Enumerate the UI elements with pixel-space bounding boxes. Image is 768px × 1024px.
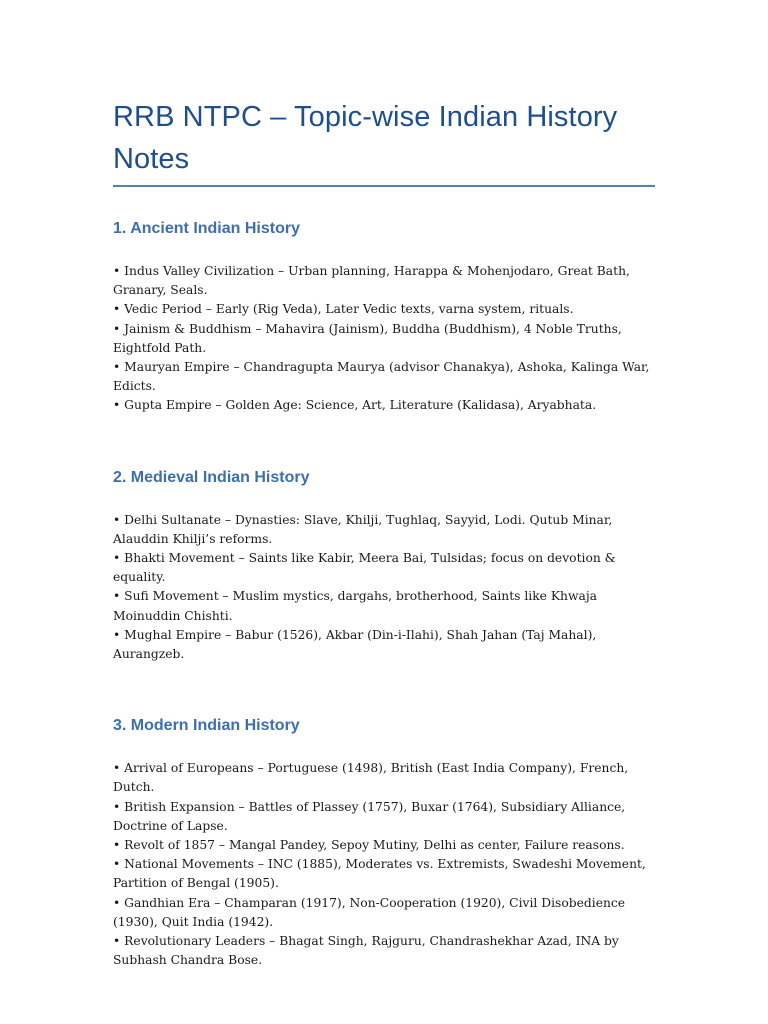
list-item: • Mauryan Empire – Chandragupta Maurya (advisor Chanakya), Ashoka, Kalinga War, Edicts. — [113, 360, 650, 394]
list-item: • Gandhian Era – Champaran (1917), Non-Cooperation (1920), Civil Disobedience (1930), Quit India (1942). — [113, 895, 626, 929]
title-underline-rule — [113, 185, 655, 187]
list-item: • British Expansion – Battles of Plassey (1757), Buxar (1764), Subsidiary Alliance, Doctrine of Lapse. — [113, 799, 626, 833]
section-heading-modern: 3. Modern Indian History — [113, 717, 300, 735]
page-title: RRB NTPC – Topic-wise Indian History Notes — [113, 101, 618, 175]
list-item: • Gupta Empire – Golden Age: Science, Art, Literature (Kalidasa), Aryabhata. — [113, 398, 597, 413]
document-page — [113, 96, 655, 970]
section-heading-ancient: 1. Ancient Indian History — [113, 220, 300, 237]
ancient-history-list — [113, 262, 655, 416]
medieval-history-list — [113, 511, 655, 665]
list-item: • Mughal Empire – Babur (1526), Akbar (Din-i-Ilahi), Shah Jahan (Taj Mahal), Aurangzeb. — [113, 627, 597, 662]
list-item: • Jainism & Buddhism – Mahavira (Jainism), Buddha (Buddhism), 4 Noble Truths, Eightfold Path. — [113, 321, 622, 355]
modern-history-list — [113, 759, 655, 970]
list-item: • Indus Valley Civilization – Urban planning, Harappa & Mohenjodaro, Great Bath, Granary, Seals. — [113, 264, 630, 298]
section-heading-medieval: 2. Medieval Indian History — [113, 468, 310, 486]
list-item: • Delhi Sultanate – Dynasties: Slave, Khilji, Tughlaq, Sayyid, Lodi. Qutub Minar, Alauddin Khilji’s reforms. — [113, 512, 613, 546]
list-item: • National Movements – INC (1885), Moderates vs. Extremists, Swadeshi Movement, Partition of Bengal (1905). — [113, 857, 646, 891]
list-item: • Revolutionary Leaders – Bhagat Singh, Rajguru, Chandrashekhar Azad, INA by Subhash Chandra Bose. — [113, 934, 619, 968]
list-item: • Revolt of 1857 – Mangal Pandey, Sepoy Mutiny, Delhi as center, Failure reasons. — [113, 838, 625, 853]
list-item: • Bhakti Movement – Saints like Kabir, Meera Bai, Tulsidas; focus on devotion & equality. — [113, 551, 616, 585]
list-item: • Arrival of Europeans – Portuguese (1498), British (East India Company), French, Dutch. — [113, 761, 629, 795]
list-item: • Sufi Movement – Muslim mystics, dargahs, brotherhood, Saints like Khwaja Moinuddin Chishti. — [113, 589, 597, 623]
list-item: • Vedic Period – Early (Rig Veda), Later Vedic texts, varna system, rituals. — [113, 302, 574, 317]
